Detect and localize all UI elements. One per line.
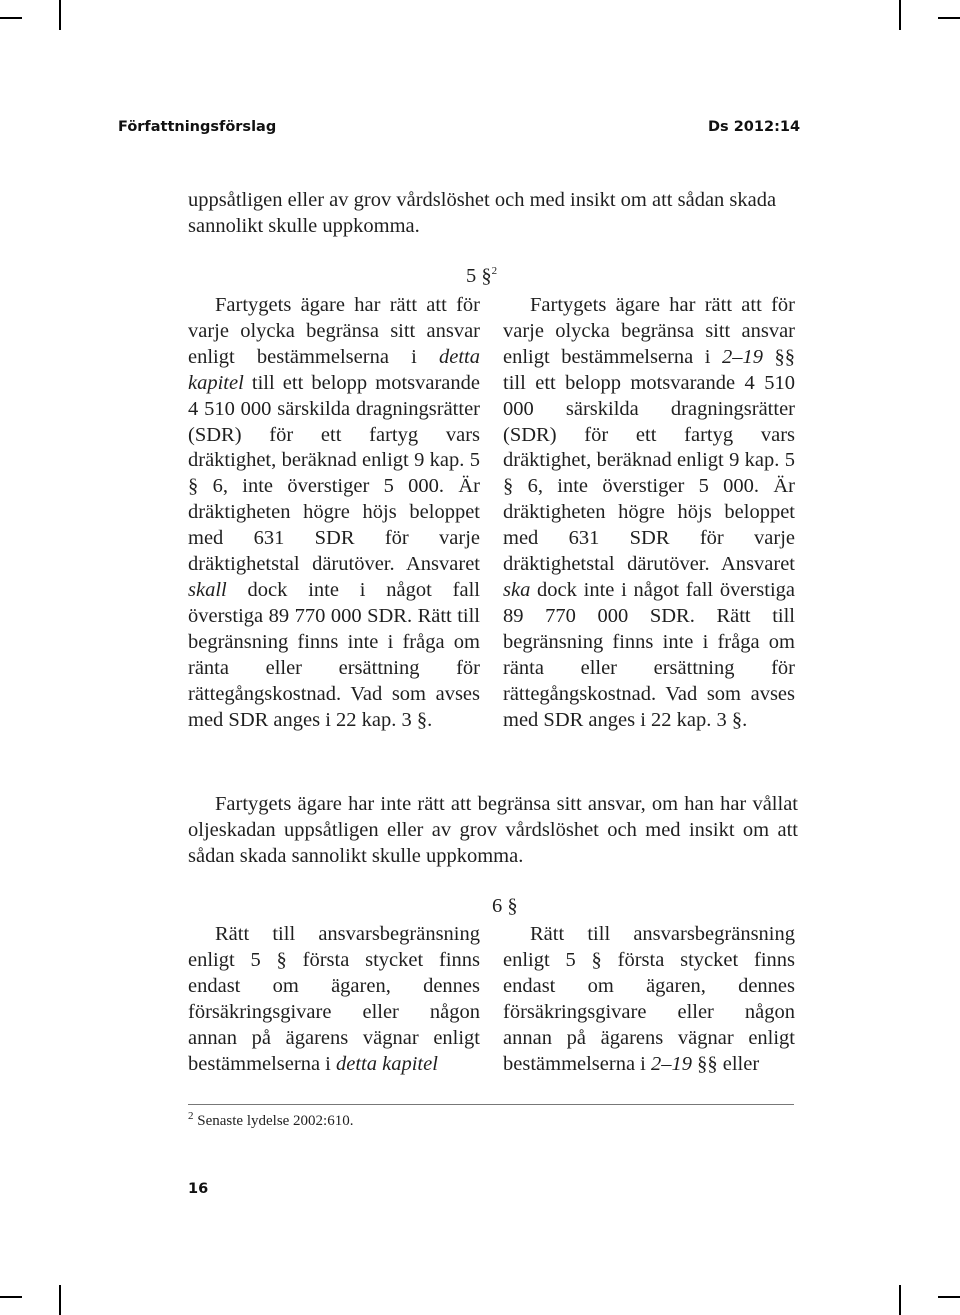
- running-header-doc-id: Ds 2012:14: [708, 119, 801, 135]
- footnote-number: 2: [188, 1110, 194, 1122]
- intro-paragraph: uppsåtligen eller av grov vårdslöshet och med insikt om att sådan skada sannolikt skulle uppkomma.: [188, 189, 777, 237]
- crop-mark: [938, 17, 960, 19]
- section-number: 5: [466, 265, 477, 287]
- section-sign: §: [507, 895, 518, 917]
- crop-mark: [938, 1296, 960, 1298]
- footnote-separator: [188, 1104, 794, 1105]
- crop-mark: [899, 0, 901, 30]
- crop-mark: [59, 0, 61, 30]
- footnote: [188, 1110, 354, 1130]
- section-5-current-wording: Fartygets ägare har rätt att för varje olycka begränsa sitt ansvar enligt bestämmelserna i detta kapitel till ett belopp motsvarande 4 510 000 särskilda dragningsrätter (SDR) för ett fartyg vars dräktighet, beräknad enligt 9 kap. 5 § 6, inte överstiger 5 000. Är dräktigheten högre höjs beloppet med 631 SDR för varje dräktighetstal därutöver. Ansvaret skall dock inte i något fall överstiga 89 770 000 SDR. Rätt till begränsning finns inte i fråga om ränta eller ersättning för rättegångskostnad. Vad som avses med SDR anges i 22 kap. 3 §.: [188, 294, 480, 731]
- section-5-common-paragraph: Fartygets ägare har inte rätt att begränsa sitt ansvar, om han har vållat oljeskadan uppsåtligen eller av grov vårdslöshet och med insikt om att sådan skada sannolikt skulle uppkomma.: [188, 793, 798, 867]
- section-5-proposed-wording: Fartygets ägare har rätt att för varje olycka begränsa sitt ansvar enligt bestämmelserna i 2–19 §§ till ett belopp motsvarande 4 510 000 särskilda dragningsrätter (SDR) för ett fartyg vars dräktighet, beräknad enligt 9 kap. 5 § 6, inte överstiger 5 000. Är dräktigheten högre höjs beloppet med 631 SDR för varje dräktighetstal därutöver. Ansvaret ska dock inte i något fall överstiga 89 770 000 SDR. Rätt till begränsning finns inte i fråga om ränta eller ersättning för rättegångskostnad. Vad som avses med SDR anges i 22 kap. 3 §.: [503, 294, 795, 731]
- footnote-ref: 2: [491, 265, 498, 278]
- section-6-current-wording: Rätt till ansvarsbegränsning enligt 5 § första stycket finns endast om ägaren, dennes försäkringsgivare eller någon annan på ägarens vägnar enligt bestämmelserna i detta kapitel: [188, 923, 480, 1075]
- section-6-heading: [492, 895, 518, 918]
- section-5-heading: [466, 265, 497, 288]
- footnote-text: Senaste lydelse 2002:610.: [197, 1113, 354, 1129]
- crop-mark: [0, 1296, 22, 1298]
- section-6-proposed-wording: Rätt till ansvarsbegränsning enligt 5 § första stycket finns endast om ägaren, dennes försäkringsgivare eller någon annan på ägarens vägnar enligt bestämmelserna i 2–19 §§ eller: [503, 923, 795, 1075]
- running-header-title: Författningsförslag: [118, 119, 277, 135]
- crop-mark: [0, 17, 22, 19]
- crop-mark: [59, 1285, 61, 1315]
- section-sign: §: [481, 265, 492, 287]
- section-number: 6: [492, 895, 503, 917]
- page-number: 16: [188, 1181, 209, 1197]
- crop-mark: [899, 1285, 901, 1315]
